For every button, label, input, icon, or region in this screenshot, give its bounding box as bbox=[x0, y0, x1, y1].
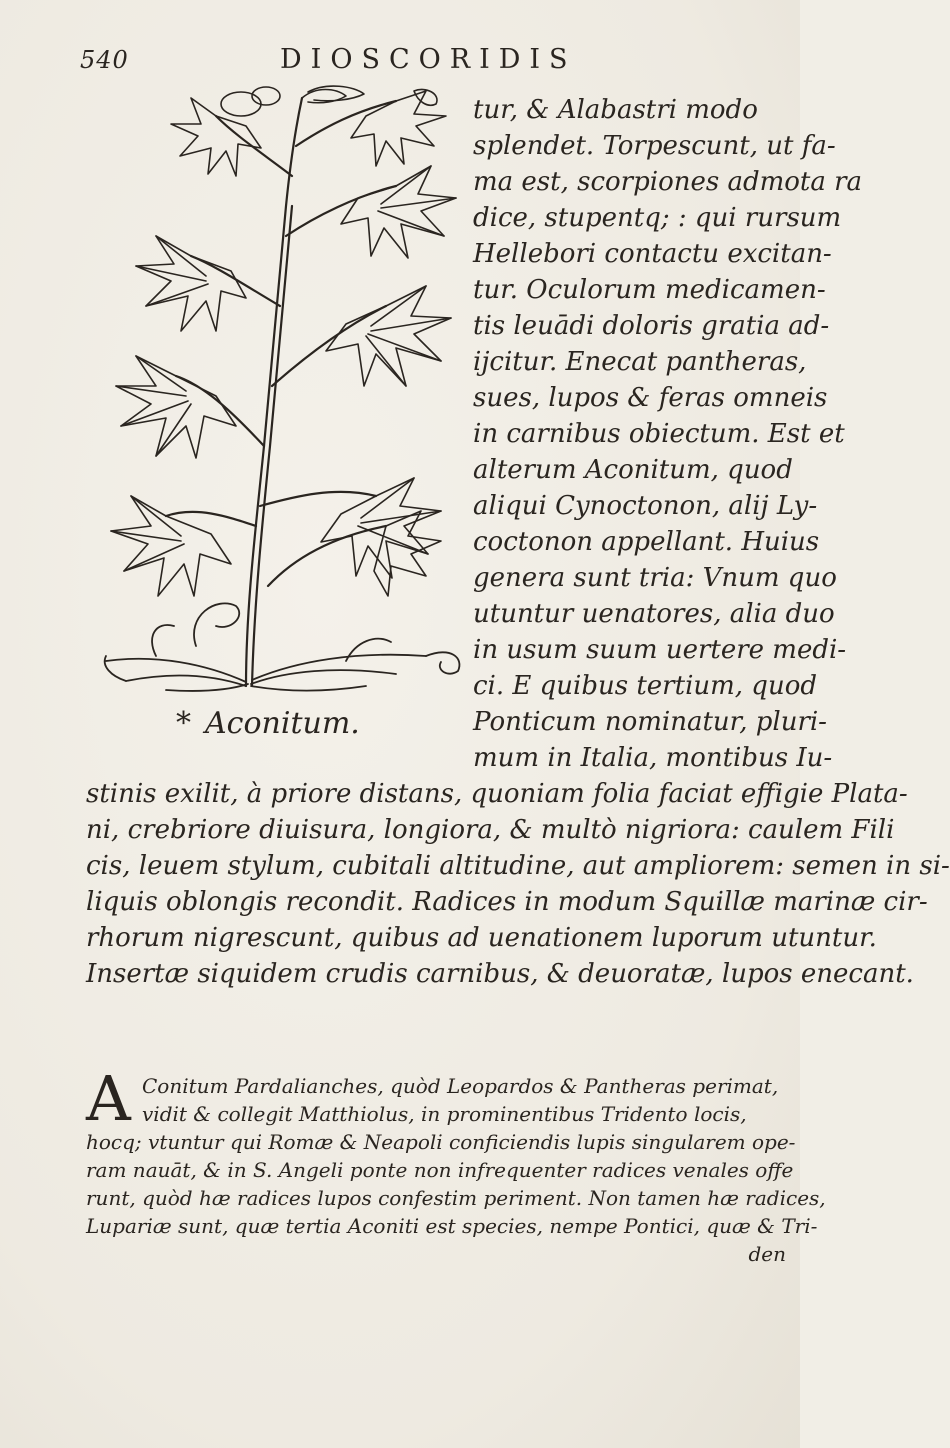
text-line: liquis oblongis recondit. Radices in modum Squillæ marinæ cir- bbox=[86, 887, 928, 917]
text-line: splendet. Torpescunt, ut fa- bbox=[473, 131, 836, 161]
text-line: in carnibus obiectum. Est et bbox=[473, 419, 845, 449]
text-line: ijcitur. Enecat pantheras, bbox=[473, 347, 807, 377]
aconitum-woodcut-illustration bbox=[96, 86, 466, 694]
text-line: Insertæ siquidem crudis carnibus, & deuoratæ, lupos enecant. bbox=[86, 959, 914, 989]
text-line: genera sunt tria: Vnum quo bbox=[473, 563, 837, 593]
text-line: aliqui Cynoctonon, alij Ly- bbox=[473, 491, 818, 521]
text-line: Hellebori contactu excitan- bbox=[473, 239, 832, 269]
catchword: den bbox=[748, 1242, 786, 1266]
page-number: 540 bbox=[80, 46, 129, 74]
commentary-line: Lupariæ sunt, quæ tertia Aconiti est species, nempe Pontici, quæ & Tri- bbox=[86, 1214, 818, 1238]
caption-asterisk: * bbox=[176, 706, 191, 741]
text-line: alterum Aconitum, quod bbox=[473, 455, 793, 485]
text-line: ni, crebriore diuisura, longiora, & multò nigriora: caulem Fili bbox=[86, 815, 895, 845]
text-line: rhorum nigrescunt, quibus ad uenationem luporum utuntur. bbox=[86, 923, 877, 953]
text-line: cis, leuem stylum, cubitali altitudine, aut ampliorem: semen in si- bbox=[86, 851, 950, 881]
text-line: tis leuādi doloris gratia ad- bbox=[473, 311, 830, 341]
page-header bbox=[80, 44, 620, 80]
drop-cap: A bbox=[86, 1062, 131, 1135]
commentary-line: ram nauāt, & in S. Angeli ponte non infrequenter radices venales offe bbox=[86, 1158, 794, 1182]
commentary-line: runt, quòd hæ radices lupos confestim periment. Non tamen hæ radices, bbox=[86, 1186, 826, 1210]
text-line: ci. E quibus tertium, quod bbox=[473, 671, 817, 701]
commentary-line: hocq; vtuntur qui Romæ & Neapoli conficiendis lupis singularem ope- bbox=[86, 1130, 796, 1154]
commentary-line: Conitum Pardalianches, quòd Leopardos & Pantheras perimat, bbox=[142, 1074, 779, 1098]
text-line: Ponticum nominatur, pluri- bbox=[473, 707, 827, 737]
text-line: utuntur uenatores, alia duo bbox=[473, 599, 835, 629]
commentary-line: vidit & collegit Matthiolus, in prominentibus Tridento locis, bbox=[142, 1102, 747, 1126]
text-line: stinis exilit, à priore distans, quoniam folia faciat effigie Plata- bbox=[86, 779, 908, 809]
caption-text: Aconitum. bbox=[205, 706, 360, 741]
text-line: tur. Oculorum medicamen- bbox=[473, 275, 826, 305]
text-line: tur, & Alabastri modo bbox=[473, 95, 758, 125]
text-line: mum in Italia, montibus Iu- bbox=[473, 743, 833, 773]
text-line: dice, stupentq; : qui rursum bbox=[473, 203, 842, 233]
text-line: ma est, scorpiones admota ra bbox=[473, 167, 863, 197]
figure-caption bbox=[176, 706, 436, 741]
text-line: coctonon appellant. Huius bbox=[473, 527, 820, 557]
running-title: DIOSCORIDIS bbox=[280, 44, 577, 75]
text-line: in usum suum uertere medi- bbox=[473, 635, 847, 665]
text-line: sues, lupos & feras omneis bbox=[473, 383, 828, 413]
